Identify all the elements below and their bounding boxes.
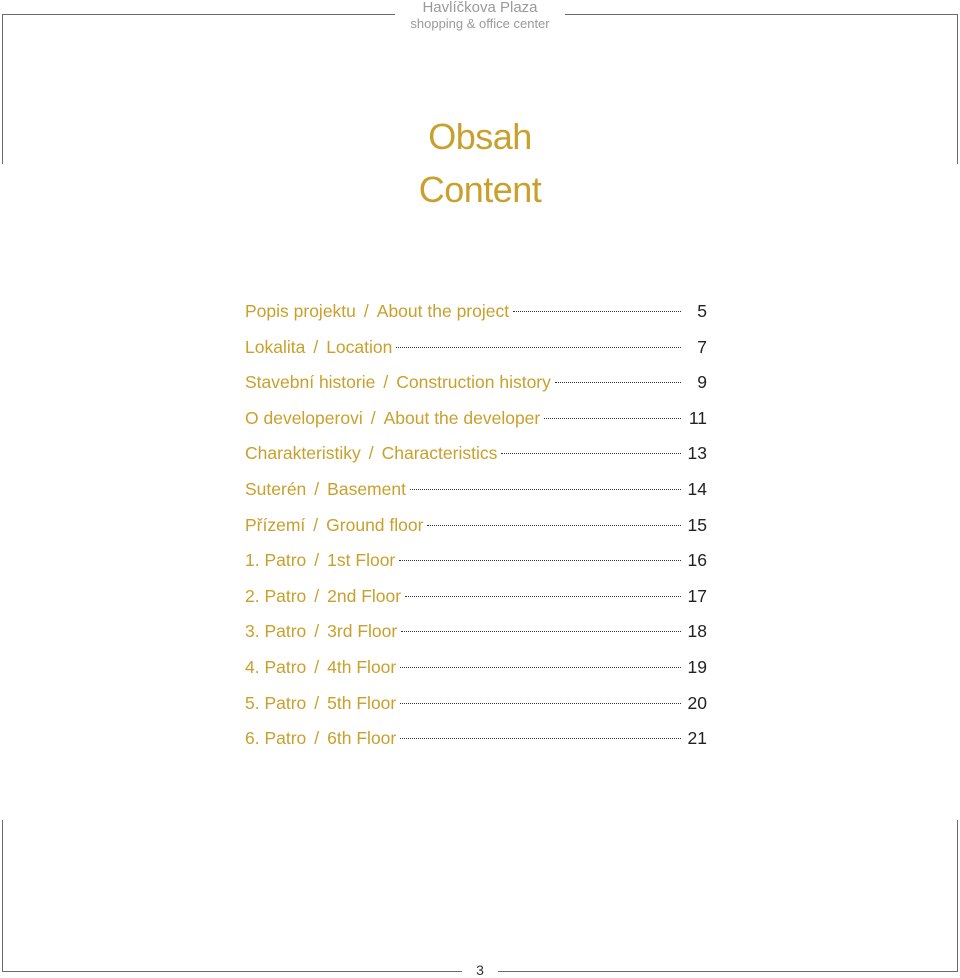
toc-entry-label	[245, 439, 497, 467]
toc-entry-page: 14	[687, 478, 707, 499]
toc-entry-separator: /	[314, 621, 320, 642]
frame-line-right-bottom	[957, 820, 958, 972]
toc-entry-english: 2nd Floor	[327, 585, 402, 606]
toc-entry-page: 18	[687, 621, 707, 642]
toc-entry-label	[245, 724, 396, 752]
toc-entry-label	[245, 297, 509, 325]
toc-entry-english: 6th Floor	[327, 728, 397, 749]
toc-entry-page: 11	[688, 407, 707, 428]
header-title: Havlíčkova Plaza	[422, 0, 538, 16]
toc-entry-separator: /	[314, 478, 320, 499]
toc-entry-separator: /	[314, 585, 320, 606]
toc-entry[interactable]	[245, 511, 707, 547]
toc-entry-separator: /	[314, 692, 320, 713]
toc-entry[interactable]	[245, 617, 707, 653]
toc-entry-label	[245, 404, 540, 432]
toc-entry-czech: Charakteristiky	[245, 443, 361, 464]
page-title-english: Content	[418, 169, 542, 210]
toc-entry-page: 13	[687, 443, 707, 464]
toc-entry-separator: /	[363, 301, 369, 321]
toc-entry-page: 9	[697, 372, 707, 393]
toc-entry-label	[245, 689, 396, 717]
toc-entry-label	[245, 475, 406, 503]
page-title-czech: Obsah	[428, 116, 532, 157]
toc-entry-english: 3rd Floor	[327, 621, 398, 642]
toc-entry-label	[245, 653, 396, 681]
toc-entry-separator: /	[383, 372, 389, 393]
toc-entry-page: 17	[687, 585, 707, 606]
toc-entry-czech: Přízemí	[245, 514, 306, 535]
toc-entry-english: Construction history	[396, 372, 551, 393]
page-title	[0, 110, 960, 216]
toc-entry[interactable]	[245, 333, 707, 369]
toc-entry-separator: /	[313, 514, 319, 535]
toc-entry[interactable]	[245, 368, 707, 404]
toc-entry-czech: O developerovi	[245, 407, 363, 428]
toc-entry-english: Ground floor	[326, 514, 424, 535]
toc-entry-english: About the developer	[383, 407, 541, 428]
frame-line-top-left	[2, 14, 395, 15]
header-subtitle: shopping & office center	[410, 16, 550, 31]
page-number: 3	[476, 962, 484, 978]
toc-entry[interactable]	[245, 724, 707, 760]
toc-entry-page: 20	[687, 692, 707, 713]
frame-line-left-bottom	[2, 820, 3, 972]
toc-entry-english: Characteristics	[381, 443, 498, 464]
frame-line-bottom-right	[498, 971, 958, 972]
toc-entry-page: 21	[687, 728, 707, 749]
page-header	[395, 0, 565, 32]
toc-entry-czech: Suterén	[245, 478, 307, 499]
toc-dot-leader	[501, 453, 681, 454]
toc-entry-page: 5	[697, 301, 707, 321]
toc-dot-leader	[400, 667, 681, 668]
toc-dot-leader	[544, 418, 681, 419]
toc-entry-czech: Popis projektu	[245, 301, 356, 321]
table-of-contents	[245, 297, 707, 760]
toc-dot-leader	[555, 382, 681, 383]
toc-dot-leader	[401, 631, 681, 632]
toc-entry-czech: Lokalita	[245, 336, 306, 357]
toc-entry-separator: /	[370, 407, 376, 428]
toc-entry-separator: /	[314, 656, 320, 677]
toc-entry-english: 4th Floor	[327, 656, 397, 677]
toc-entry-czech: 3. Patro	[245, 621, 307, 642]
toc-entry-page: 16	[687, 550, 707, 571]
toc-entry[interactable]	[245, 297, 707, 333]
toc-entry-page: 7	[697, 336, 707, 357]
toc-entry-czech: 6. Patro	[245, 728, 307, 749]
toc-entry-czech: 2. Patro	[245, 585, 307, 606]
toc-entry[interactable]	[245, 475, 707, 511]
toc-entry[interactable]	[245, 404, 707, 440]
toc-entry[interactable]	[245, 439, 707, 475]
toc-dot-leader	[410, 489, 681, 490]
toc-entry-page: 15	[687, 514, 707, 535]
toc-entry-label	[245, 333, 392, 361]
toc-dot-leader	[405, 596, 681, 597]
toc-entry-page: 19	[687, 656, 707, 677]
toc-entry-label	[245, 617, 397, 645]
toc-dot-leader	[396, 347, 681, 348]
toc-dot-leader	[400, 703, 681, 704]
toc-entry[interactable]	[245, 689, 707, 725]
toc-dot-leader	[400, 738, 681, 739]
toc-entry-czech: 5. Patro	[245, 692, 307, 713]
toc-entry-separator: /	[368, 443, 374, 464]
toc-entry-english: Location	[326, 336, 393, 357]
frame-line-top-right	[565, 14, 958, 15]
toc-entry-label	[245, 368, 551, 396]
toc-dot-leader	[427, 525, 681, 526]
toc-dot-leader	[513, 311, 681, 312]
toc-entry-czech: Stavební historie	[245, 372, 376, 393]
toc-entry-separator: /	[313, 336, 319, 357]
toc-entry-label	[245, 582, 401, 610]
toc-entry-english: 1st Floor	[327, 550, 396, 571]
toc-entry-separator: /	[314, 550, 320, 571]
toc-entry-english: About the project	[376, 301, 510, 321]
toc-entry-czech: 4. Patro	[245, 656, 307, 677]
toc-entry[interactable]	[245, 546, 707, 582]
toc-entry-english: Basement	[327, 478, 406, 499]
toc-entry-english: 5th Floor	[327, 692, 397, 713]
toc-entry-czech: 1. Patro	[245, 550, 307, 571]
toc-entry-label	[245, 511, 423, 539]
toc-entry-label	[245, 546, 395, 574]
toc-entry-separator: /	[314, 728, 320, 749]
toc-dot-leader	[399, 560, 681, 561]
toc-entry[interactable]	[245, 653, 707, 689]
frame-line-bottom-left	[2, 971, 462, 972]
toc-entry[interactable]	[245, 582, 707, 618]
